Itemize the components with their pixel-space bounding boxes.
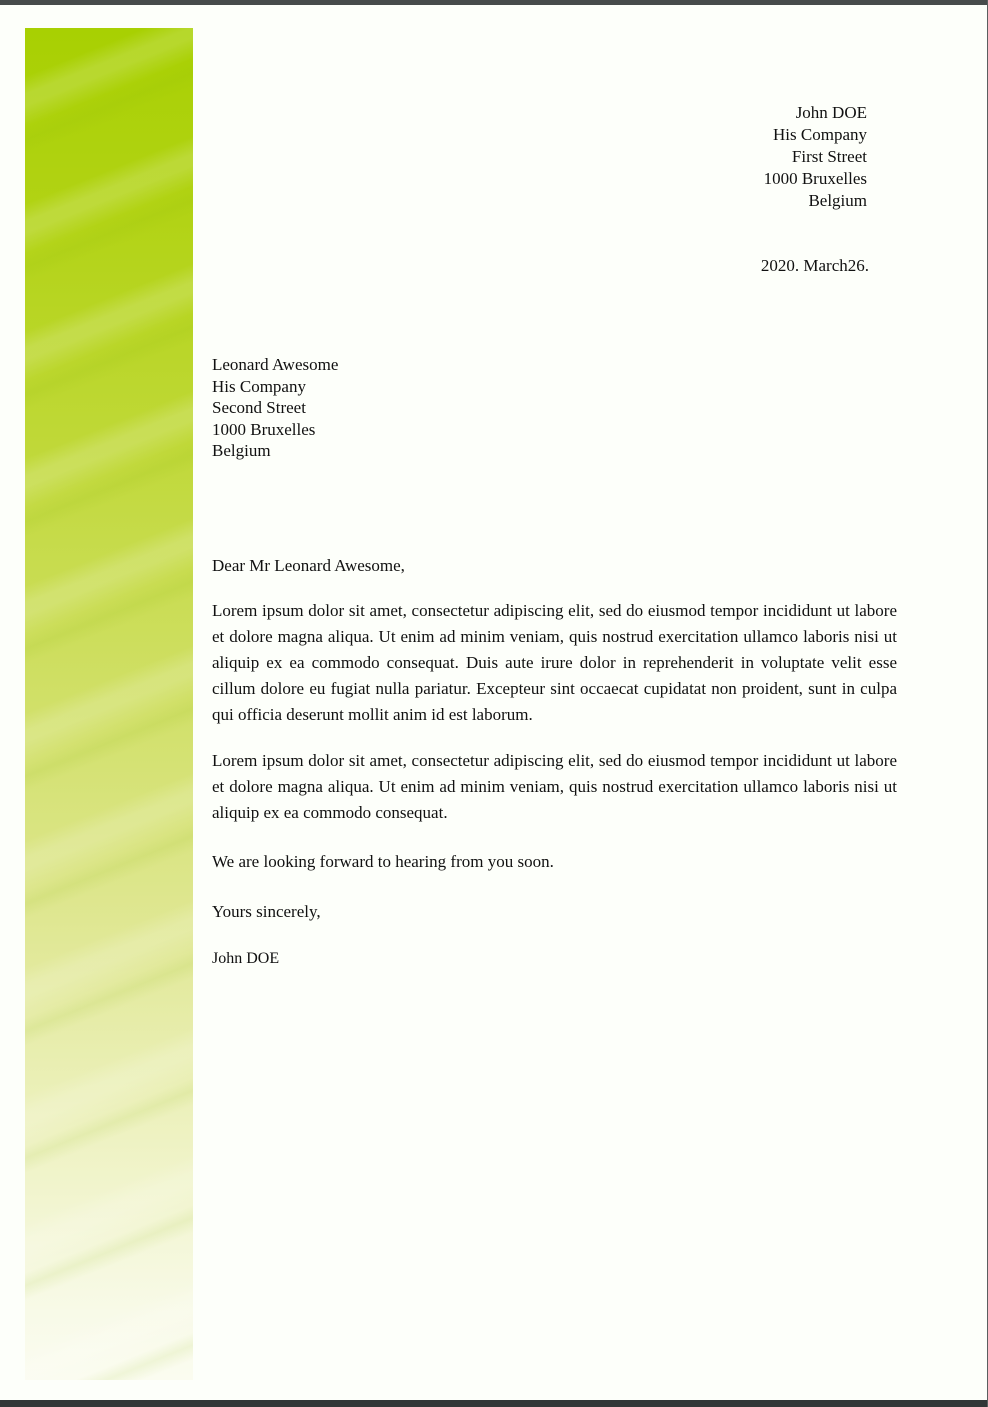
bottom-border-bar — [0, 1400, 987, 1407]
salutation: Dear Mr Leonard Awesome, — [212, 556, 405, 575]
recipient-street: Second Street — [212, 398, 306, 417]
recipient-address-block — [212, 354, 338, 462]
sender-address-block — [764, 102, 867, 212]
body-paragraph-2: Lorem ipsum dolor sit amet, consectetur adipiscing elit, sed do eiusmod tempor incididunt ut labore et dolore magna aliqua. Ut enim ad minim veniam, quis nostrud exercitation ullamco laboris nisi ut aliquip ex ea commodo consequat. — [212, 751, 897, 822]
recipient-city: 1000 Bruxelles — [212, 419, 316, 439]
valediction: Yours sincerely, — [212, 902, 321, 921]
sender-city: 1000 Bruxelles — [763, 169, 867, 188]
body-paragraph-1: Lorem ipsum dolor sit amet, consectetur adipiscing elit, sed do eiusmod tempor incididunt ut labore et dolore magna aliqua. Ut enim ad minim veniam, quis nostrud exercitation ullamco laboris nisi ut aliquip ex ea commodo consequat. Duis aute irure dolor in reprehenderit in voluptate velit esse cillum dolore eu fugiat nulla pariatur. Excepteur sint occaecat cupidatat non proident, sunt in culpa qui officia deserunt mollit anim id est laborum. — [212, 601, 897, 724]
recipient-country: Belgium — [212, 441, 271, 460]
signature-name: John DOE — [212, 950, 280, 967]
sender-company: His Company — [773, 125, 867, 144]
top-border-bar — [0, 0, 987, 5]
sender-name: John DOE — [795, 103, 867, 122]
sender-country: Belgium — [808, 191, 867, 210]
decorative-green-gradient-bar — [25, 28, 193, 1380]
letter-date: 2020. March26. — [760, 256, 869, 275]
recipient-name: Leonard Awesome — [212, 355, 339, 374]
sender-street: First Street — [791, 147, 867, 166]
closing-line: We are looking forward to hearing from you soon. — [212, 852, 554, 871]
recipient-company: His Company — [212, 376, 306, 396]
